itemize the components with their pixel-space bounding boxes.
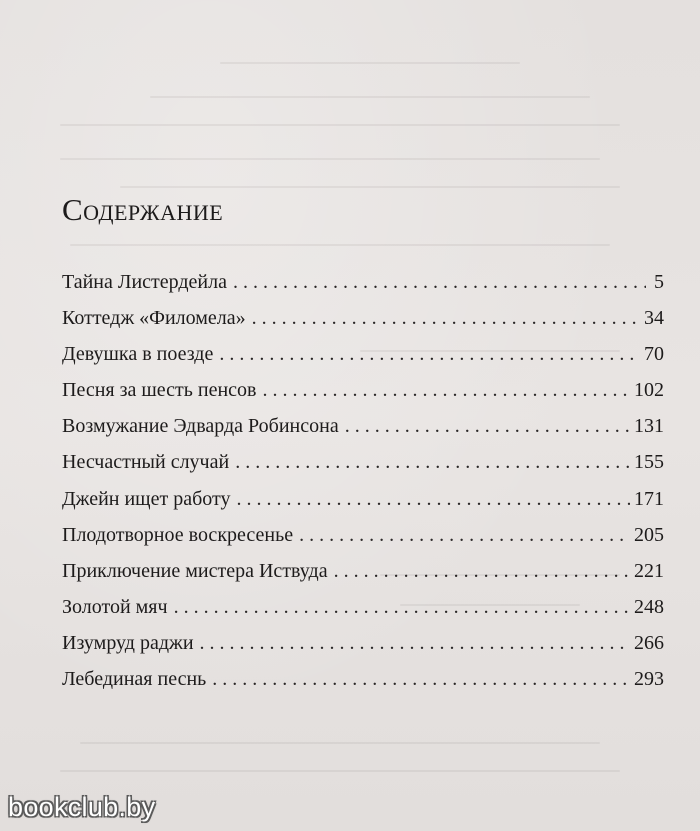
toc-entry-title: Песня за шесть пенсов [62, 379, 257, 402]
toc-entry-page: 70 [644, 343, 664, 366]
dot-leader [299, 524, 630, 547]
show-through-line [60, 770, 620, 772]
show-through-line [120, 186, 620, 188]
toc-entry [62, 271, 664, 307]
show-through-line [60, 124, 620, 126]
toc-entry-title: Изумруд раджи [62, 631, 194, 654]
toc-entry-page: 221 [634, 559, 664, 582]
toc-entry-page: 102 [634, 379, 664, 402]
toc-entry [62, 488, 664, 524]
toc-entry-page: 266 [634, 631, 664, 654]
toc-entry-page: 34 [644, 307, 664, 330]
toc-entry-title: Джейн ищет работу [62, 487, 231, 510]
dot-leader [252, 307, 640, 330]
dot-leader [235, 451, 630, 474]
show-through-line [70, 244, 610, 246]
toc-entry-page: 205 [634, 523, 664, 546]
toc-entry-title: Плодотворное воскресенье [62, 523, 294, 546]
dot-leader [233, 271, 646, 294]
dot-leader [200, 632, 630, 655]
toc-entry [62, 596, 664, 632]
toc-entry-page: 171 [634, 487, 664, 510]
toc-entry-page: 131 [634, 415, 664, 438]
toc-entry-page: 248 [634, 595, 664, 618]
toc-entry-title: Возмужание Эдварда Робинсона [62, 415, 339, 438]
site-watermark: bookclub.by [8, 792, 156, 822]
table-of-contents [62, 271, 664, 704]
toc-entry [62, 343, 664, 379]
toc-entry-title: Приключение мистера Иствуда [62, 559, 328, 582]
toc-entry-page: 155 [634, 451, 664, 474]
toc-entry [62, 415, 664, 451]
dot-leader [219, 343, 640, 366]
show-through-line [150, 96, 590, 98]
toc-entry-page: 5 [654, 271, 664, 293]
toc-entry-page: 293 [634, 668, 664, 691]
toc-entry [62, 632, 664, 668]
page-title: Содержание [62, 192, 224, 227]
toc-entry [62, 451, 664, 487]
show-through-line [80, 742, 600, 744]
dot-leader [212, 668, 630, 691]
toc-entry-title: Несчастный случай [62, 451, 230, 474]
toc-entry-title: Коттедж «Филомела» [62, 307, 246, 330]
toc-entry [62, 379, 664, 415]
toc-entry-title: Тайна Листердейла [62, 271, 227, 293]
show-through-line [220, 62, 520, 64]
toc-entry-title: Золотой мяч [62, 595, 168, 618]
dot-leader [174, 596, 630, 619]
toc-entry [62, 307, 664, 343]
toc-entry [62, 668, 664, 704]
toc-entry [62, 524, 664, 560]
toc-entry [62, 560, 664, 596]
dot-leader [334, 560, 630, 583]
show-through-line [60, 158, 600, 160]
dot-leader [263, 379, 631, 402]
toc-entry-title: Девушка в поезде [62, 343, 214, 366]
toc-entry-title: Лебединая песнь [62, 668, 207, 691]
dot-leader [236, 488, 630, 511]
dot-leader [345, 415, 630, 438]
